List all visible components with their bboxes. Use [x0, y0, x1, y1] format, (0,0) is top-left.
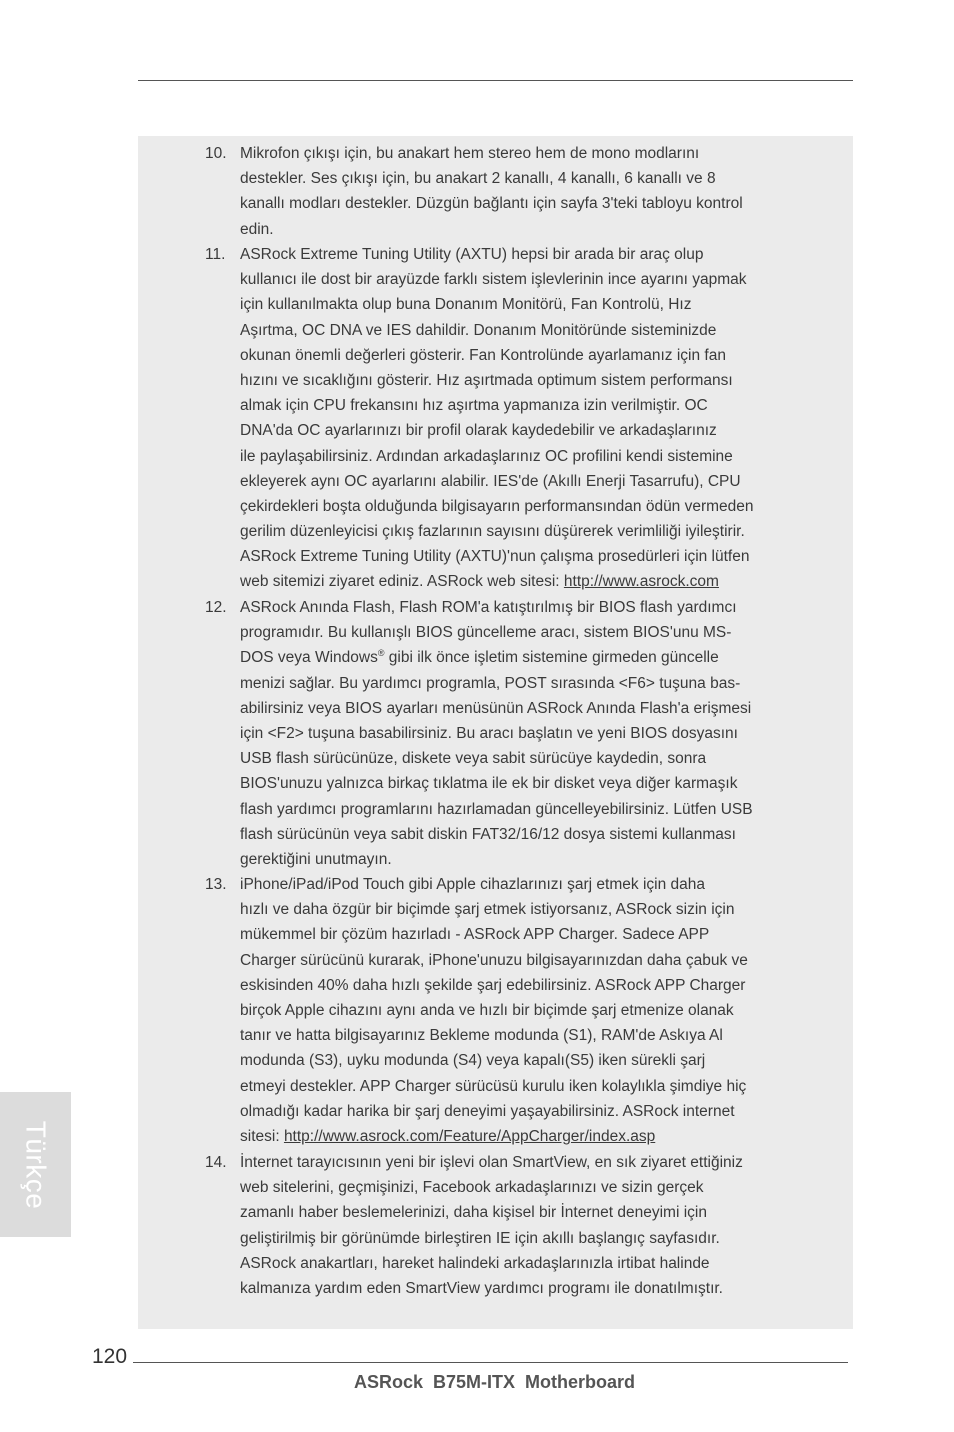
text-line: çekirdekleri boşta olduğunda bilgisayarın performansından ödün vermeden: [240, 497, 754, 515]
asrock-website-link[interactable]: http://www.asrock.com: [563, 573, 719, 591]
text-line: ekleyerek aynı OC ayarlarını alabilir. IES'de (Akıllı Enerji Tasarrufu), CPU: [240, 472, 741, 490]
link-line-prefix: sitesi:: [240, 1127, 284, 1145]
text-line: destekler. Ses çıkışı için, bu anakart 2 kanallı, 4 kanallı, 6 kanallı ve 8: [240, 170, 716, 188]
list-item-number: 13.: [205, 876, 227, 893]
text-line: programıdır. Bu kullanışlı BIOS güncelleme aracı, sistem BIOS'unu MS-: [240, 624, 732, 642]
list-item-text: [240, 595, 820, 872]
text-line: Aşırtma, OC DNA ve IES dahildir. Donanım Monitöründe sisteminizde: [240, 321, 717, 339]
text-line: kanallı modları destekler. Düzgün bağlantı için sayfa 3'teki tabloyu kontrol: [240, 195, 743, 213]
text-line: okunan önemli değerleri gösterir. Fan Kontrolünde ayarlamanız için fan: [240, 346, 726, 364]
text-line: tanır ve hatta bilgisayarınız Bekleme modunda (S1), RAM'de Askıya Al: [240, 1027, 723, 1045]
text-line: zamanlı haber beslemelerinizi, daha kişisel bir İnternet deneyimi için: [240, 1204, 707, 1222]
text-line: DNA'da OC ayarlarınızı bir profil olarak kaydedebilir ve arkadaşlarınız: [240, 422, 717, 440]
list-item-text: [240, 1150, 820, 1301]
app-charger-link[interactable]: http://www.asrock.com/Feature/AppCharger/index.asp: [283, 1127, 656, 1145]
text-line: ASRock Extreme Tuning Utility (AXTU) hepsi bir arada bir araç olup: [240, 246, 704, 263]
text-line: kalmanıza yardım eden SmartView yardımcı programı ile donatılmıştır.: [240, 1279, 723, 1297]
text-line: [240, 645, 820, 670]
text-segment: gibi ilk önce işletim sistemine girmeden güncelle: [384, 649, 719, 667]
list-item-text: [240, 141, 820, 242]
text-line: USB flash sürücünüze, diskete veya sabit sürücüye kaydedin, sonra: [240, 750, 707, 768]
language-tab-label: Türkçe: [20, 1120, 52, 1209]
text-line: için kullanılmakta olup buna Donanım Monitörü, Fan Kontrolü, Hız: [240, 296, 692, 314]
footer-title: ASRock B75M-ITX Motherboard: [354, 1372, 636, 1392]
text-segment: DOS veya Windows: [240, 649, 378, 667]
text-line: ASRock Extreme Tuning Utility (AXTU)'nun çalışma prosedürleri için lütfen: [240, 548, 750, 566]
list-item-text: [240, 242, 820, 595]
text-line: etmeyi destekler. APP Charger sürücüsü kurulu iken kolaylıkla şimdiye hiç: [240, 1077, 747, 1095]
list-item-text: [240, 872, 820, 1149]
registered-mark: ®: [377, 648, 385, 659]
text-line: flash yardımcı programlarını hazırlamadan güncelleyebilirsiniz. Lütfen USB: [240, 800, 753, 818]
text-line: gerilim düzenleyicisi çıkış fazlarının sayısını düşürerek verimliliği iyileştirir.: [240, 523, 745, 541]
text-line: menizi sağlar. Bu yardımcı programla, POST sırasında <F6> tuşuna bas-: [240, 674, 741, 692]
text-line: edin.: [240, 220, 274, 238]
text-line: için <F2> tuşuna basabilirsiniz. Bu aracı başlatın ve yeni BIOS dosyasını: [240, 724, 738, 742]
text-line: ASRock anakartları, hareket halindeki arkadaşlarınızla irtibat halinde: [240, 1254, 710, 1272]
list-item-number: 14.: [205, 1154, 227, 1171]
list-item-number: 10.: [205, 145, 227, 162]
text-line: [240, 569, 820, 594]
page-number: 120: [92, 1345, 128, 1368]
text-line: web sitelerini, geçmişinizi, Facebook arkadaşlarınızı ve sizin gerçek: [240, 1179, 704, 1197]
text-line: İnternet tarayıcısının yeni bir işlevi olan SmartView, en sık ziyaret ettiğiniz: [240, 1154, 743, 1171]
text-line: Mikrofon çıkışı için, bu anakart hem stereo hem de mono modlarını: [240, 145, 700, 162]
text-line: almak için CPU frekansını hız aşırtma yapmanıza izin verilmiştir. OC: [240, 397, 708, 415]
text-line: kullanıcı ile dost bir arayüzde farklı sistem işlevlerinin ince ayarını yapmak: [240, 271, 747, 289]
text-line: geliştirilmiş bir görünümde birleştiren IE için akıllı başlangıç sayfasıdır.: [240, 1229, 720, 1247]
text-line: Charger sürücünü kurarak, iPhone'unuzu bilgisayarınızdan daha çabuk ve: [240, 951, 748, 969]
text-line: olmadığı kadar harika bir şarj deneyimi yaşayabilirsiniz. ASRock internet: [240, 1102, 735, 1120]
text-line: hızını ve sıcaklığını gösterir. Hız aşırtmada optimum sistem performansı: [240, 371, 733, 389]
text-line: [240, 1124, 820, 1149]
text-line: ASRock Anında Flash, Flash ROM'a katıştırılmış bir BIOS flash yardımcı: [240, 599, 737, 616]
text-line: flash sürücünün veya sabit diskin FAT32/16/12 dosya sistemi kullanması: [240, 825, 736, 843]
list-item-number: 12.: [205, 599, 227, 616]
text-line: eskisinden 40% daha hızlı şekilde şarj edebilirsiniz. ASRock APP Charger: [240, 976, 746, 994]
text-line: abilirsiniz veya BIOS ayarları menüsünün ASRock Anında Flash'a erişmesi: [240, 699, 752, 717]
link-line-prefix: web sitemizi ziyaret ediniz. ASRock web sitesi:: [240, 573, 564, 591]
text-line: gerektiğini unutmayın.: [240, 850, 392, 868]
text-line: mükemmel bir çözüm hazırladı - ASRock APP Charger. Sadece APP: [240, 926, 710, 944]
text-line: modunda (S3), uyku modunda (S4) veya kapalı(S5) iken sürekli şarj: [240, 1052, 706, 1070]
text-line: ile paylaşabilirsiniz. Ardından arkadaşlarınız OC profilini kendi sistemine: [240, 447, 733, 465]
text-line: iPhone/iPad/iPod Touch gibi Apple cihazlarınızı şarj etmek için daha: [240, 876, 705, 893]
footer-rule: [133, 1362, 848, 1363]
text-line: BIOS'unuzu yalnızca birkaç tıklatma ile ek bir disket veya diğer karmaşık: [240, 775, 738, 793]
text-line: birçok Apple cihazını aynı anda ve hızlı bir biçimde şarj etmenize olanak: [240, 1001, 734, 1019]
list-item-number: 11.: [205, 246, 226, 263]
text-line: hızlı ve daha özgür bir biçimde şarj etmek istiyorsanız, ASRock sizin için: [240, 901, 735, 919]
